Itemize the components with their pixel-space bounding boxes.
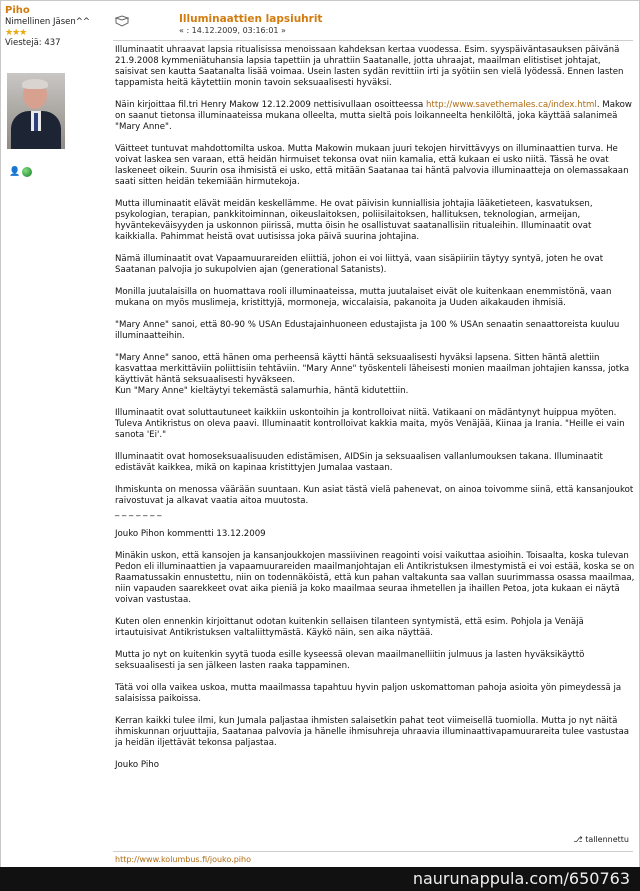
user-rank: Nimellinen Jäsen^^ <box>5 17 91 27</box>
profile-icon[interactable]: 👤 <box>9 167 21 177</box>
paragraph: Minäkin uskon, että kansojen ja kansanjoukkojen massiivinen reagointi voisi vaikuttaa asioihin. Toisaalta, koska tulevan Pedon eli illuminaattien ja vapaamuurareiden maailmanjohtajan eli Antikristuksen ilmestymistä ei voi estää, koska se on Raamatussakin ennustettu, niin on todennäköistä, että kun pahan valtakunta saa vallan suurimmassa osassa maailmaa, niin vapauden saarekkeet ovat aika pieniä ja koko maailmaa seuraa ihmetellen ja ihaillen Petoa, jota kukaan ei näytä voivan vastustaa. <box>115 551 638 605</box>
watermark: naurunappula.com/650763 <box>0 867 640 891</box>
paragraph: Mutta jo nyt on kuitenkin syytä tuoda esille kyseessä olevan maailmanelliitin julmuus ja lasten hyväksikäyttö seksuaalisesti ja sen jälkeen lasten raaka tappaminen. <box>115 650 588 671</box>
paragraph-with-link: Näin kirjoittaa fil.tri Henry Makow 12.12.2009 nettisivullaan osoitteessa http://www.savethemales.ca/index.html. Makow on saanut tietonsa illuminaateissa mukana olleelta, mutta sieltä pois loikanneelta henkilöltä, joka käyttää salanimeä "Mary Anne". <box>115 100 635 132</box>
user-post-count: Viestejä: 437 <box>5 38 61 48</box>
user-icons <box>9 167 32 178</box>
paragraph: Illuminaatit ovat soluttautuneet kaikkiin uskontoihin ja kontrolloivat niitä. Vatikaani on mädäntynyt huippua myöten. Tuleva Antikristus on oleva paavi. Illuminaatit kontrolloivat kakkia maita, myös Venäjää, Kiinaa ja Irania. "Heille ei vain sanota 'Ei'." <box>115 408 628 440</box>
post-title[interactable]: Illuminaattien lapsiuhrit <box>179 13 323 25</box>
avatar <box>7 73 65 149</box>
paragraph: Nämä illuminaatit ovat Vapaamuurareiden eliittiä, johon ei voi liittyä, vaan sisäpiiriin täytyy syntyä, joten he ovat Saatanan palvojia jo sukupolvien ajan (generational Satanists). <box>115 254 606 275</box>
paragraph: Tätä voi olla vaikea uskoa, mutta maailmassa tapahtuu hyvin paljon uskomattoman pahoja asioita yön pimeydessä ja salaisissa paikoissa. <box>115 683 624 704</box>
signature-divider <box>113 851 633 852</box>
website-globe-icon[interactable] <box>22 167 32 177</box>
paragraph: Illuminaatit ovat homoseksuaalisuuden edistämisen, AIDSin ja seksuaalisen vallanlumouksen takana. Illuminaatit edistävät kaikkea, mikä on kapinaa kristittyjen Jumalaa vastaan. <box>115 452 606 473</box>
paragraph: Jouko Pihon kommentti 13.12.2009 <box>115 529 266 539</box>
paragraph: Illuminaatit uhraavat lapsia ritualisissa menoissaan kahdeksan kertaa vuodessa. Esim. syyspäiväntasauksen päivänä 21.9.2008 kymmeniätuhansia lapsia tapettiin ja uhrattiin Saatanalle, jotta uhraajat, maailman elitistiset johtajat, saisivat sen kautta Saatanalta lisää voimaa. Usein lasten sydän revittiin irti ja syötiin sen vielä lyödessä. Ennen lasten tappamista heitä käytettiin monin tavoin seksuaalisesti hyväksi. <box>115 45 627 88</box>
saved-indicator[interactable] <box>573 835 629 844</box>
rank-stars-icon: ★★★ <box>5 28 27 38</box>
post-icon <box>115 15 129 27</box>
paragraph: Ihmiskunta on menossa väärään suuntaan. Kun asiat tästä vielä pahenevat, on ainoa toivomme siinä, että kansanjoukot raivostuvat ja alkavat vaatia aitoa muutosta. _ _ _ _ _ _ _ <box>115 485 634 517</box>
external-link[interactable]: http://www.savethemales.ca/index.html <box>426 100 597 110</box>
user-info <box>5 5 105 49</box>
save-icon: ⎇ <box>573 835 583 844</box>
paragraph: "Mary Anne" sanoi, että 80-90 % USAn Edustajainhuoneen edustajista ja 100 % USAn senaatin senaattoreista kuuluu illuminaatteihin. <box>115 320 623 341</box>
paragraph: "Mary Anne" sanoo, että hänen oma perheensä käytti häntä seksuaalisesti hyväksi lapsena. Sitten häntä alettiin kasvattaa merkittäviin poliittisiin tehtäviin. "Mary Anne" työskenteli läheisesti monien maailman johtajien kanssa, jotka käyttivät häntä seksuaalisesti hyväkseen. Kun "Mary Anne" kieltäytyi tekemästä salamurhia, häntä kidutettiin. <box>115 353 630 396</box>
post-date: « : 14.12.2009, 03:16:01 » <box>179 26 286 35</box>
paragraph: Väitteet tuntuvat mahdottomilta uskoa. Mutta Makowin mukaan juuri tekojen hirvittävyys on illuminaattien turva. He voivat laskea sen varaan, että heidän hirmuiset tekonsa ovat niin kamalia, että kukaan ei usko niitä. Tässä he ovat laskeneet oikein. Suurin osa ihmisistä ei usko, että mitään Saatanaa tai häntä palvovia illuminaatteja on olemassakaan saati sitten heidän tekemiään hirmutekoja. <box>115 144 632 187</box>
paragraph: Jouko Piho <box>115 760 159 770</box>
save-label: tallennettu <box>585 835 629 844</box>
paragraph: Mutta illuminaatit elävät meidän keskellämme. He ovat päivisin kunniallisia johtajia lääketieteen, kasvatuksen, psykologian, terapian, pankkitoiminnan, oikeuslaitoksen, poliisilaitoksen, hallituksen, teknologian, armeijan, hyväntekeväisyyden ja uskonnon piirissä, mutta öisin he osallistuvat saatanallisiin ritualeihin. Illuminaatit ovat kaikkialla. Pahimmat heistä ovat uutisissa joka päivä suurina johtajina. <box>115 199 596 242</box>
paragraph: Kuten olen ennenkin kirjoittanut odotan kuitenkin sellaisen tilanteen syntymistä, että esim. Pohjola ja Venäjä irtautuisivat Antikristuksen valtaliittymästä. Käykö näin, sen aika näyttää. <box>115 617 587 638</box>
signature-link[interactable]: http://www.kolumbus.fi/jouko.piho <box>115 855 251 864</box>
paragraph: Kerran kaikki tulee ilmi, kun Jumala paljastaa ihmisten salaisetkin pahat teot viimeisellä tuomiolla. Mutta jo nyt näitä ihmiskunnan orjuuttajia, Saatanaa palvovia ja hänelle ihmisuhreja uhraavia illuminaattivapamuurareita tulee vastustaa ja heidän iljettävät tekonsa paljastaa. <box>115 716 632 748</box>
divider <box>113 40 633 41</box>
post-body <box>115 45 638 782</box>
user-name[interactable]: Piho <box>5 5 30 16</box>
paragraph: Monilla juutalaisilla on huomattava rooli illuminaateissa, mutta juutalaiset eivät ole kuitenkaan enemmistönä, vaan mukana on myös muslimeja, kristittyjä, mormoneja, wiccalaisia, pakanoita ja Uuden aikakauden ihmisiä. <box>115 287 615 308</box>
